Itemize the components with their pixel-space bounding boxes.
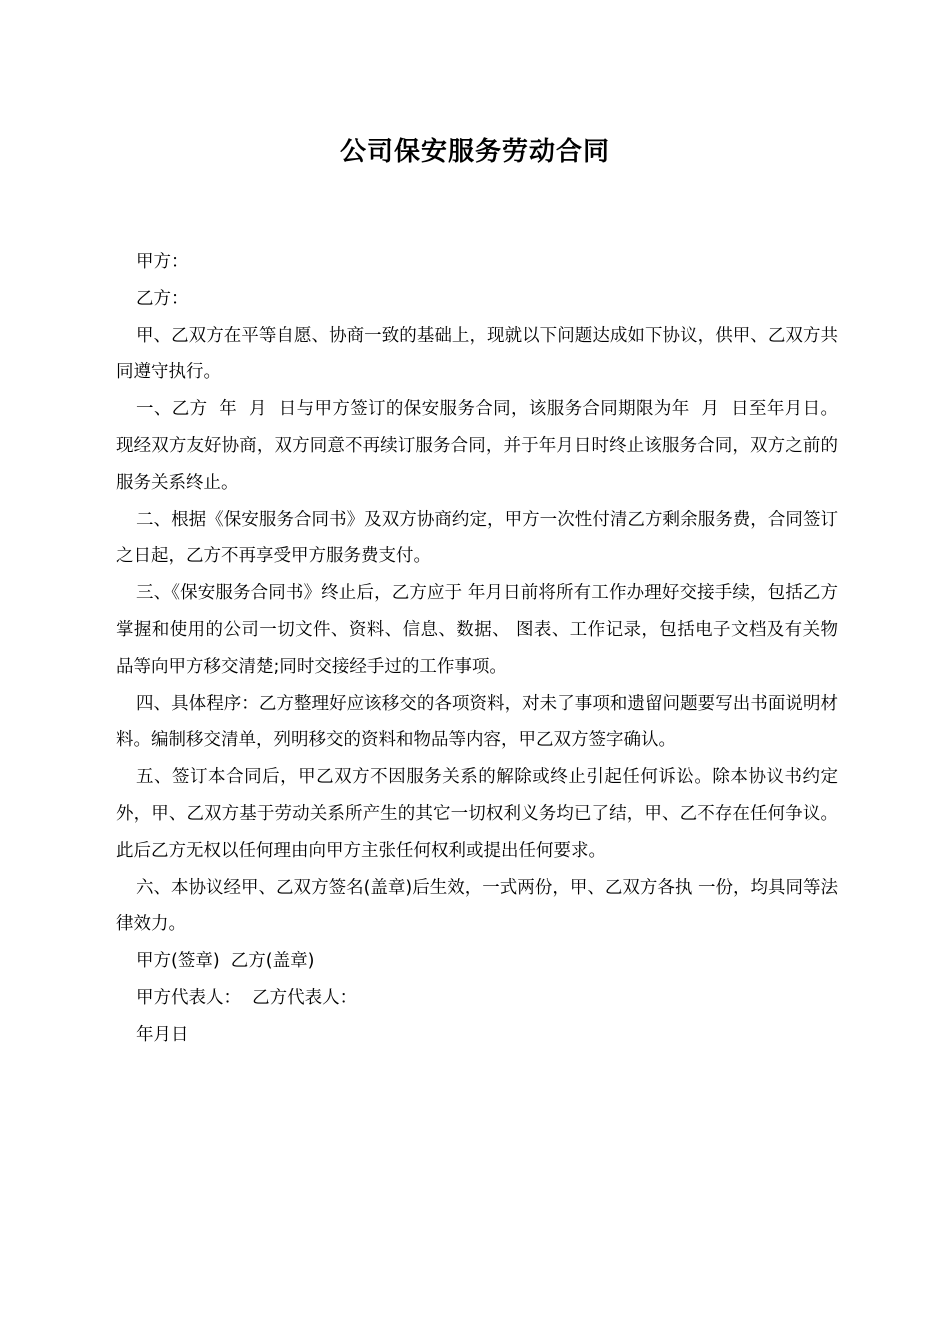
date-line: 年月日	[136, 1024, 189, 1045]
clause-6-paragraph: 六、本协议经甲、乙双方签名(盖章)后生效，一式两份，甲、乙双方各执 一份，均具同等法律效力。	[116, 877, 838, 935]
party-b-line: 乙方：	[136, 288, 189, 309]
signature-seal-line: 甲方(签章) 乙方(盖章)	[136, 951, 315, 972]
clause-2-paragraph: 二、根据《保安服务合同书》及双方协商约定，甲方一次性付清乙方剩余服务费，合同签订之日起，乙方不再享受甲方服务费支付。	[116, 509, 838, 567]
document-title: 公司保安服务劳动合同	[339, 137, 610, 167]
clause-5-paragraph: 五、签订本合同后，甲乙双方不因服务关系的解除或终止引起任何诉讼。除本协议书约定外，甲、乙双方基于劳动关系所产生的其它一切权利义务均已了结，甲、乙不存在任何争议。此后乙方无权以任何理由向甲方主张任何权利或提出任何要求。	[116, 767, 838, 861]
clause-4-paragraph: 四、具体程序：乙方整理好应该移交的各项资料，对未了事项和遗留问题要写出书面说明材料。编制移交清单，列明移交的资料和物品等内容，甲乙双方签字确认。	[116, 693, 838, 751]
document-body	[116, 244, 838, 1054]
party-a-line: 甲方：	[136, 252, 189, 272]
representatives-line: 甲方代表人： 乙方代表人：	[136, 987, 358, 1008]
clause-3-paragraph: 三、《保安服务合同书》终止后，乙方应于 年月日前将所有工作办理好交接手续，包括乙方掌握和使用的公司一切文件、资料、信息、数据、 图表、工作记录，包括电子文档及有关物品等向甲方移交清楚;同时交接经手过的工作事项。	[116, 583, 838, 677]
clause-1-paragraph: 一、乙方 年 月 日与甲方签订的保安服务合同，该服务合同期限为年 月 日至年月日。现经双方友好协商，双方同意不再续订服务合同，并于年月日时终止该服务合同，双方之前的服务关系终止。	[116, 399, 838, 493]
preamble-paragraph: 甲、乙双方在平等自愿、协商一致的基础上，现就以下问题达成如下协议，供甲、乙双方共同遵守执行。	[116, 325, 838, 383]
